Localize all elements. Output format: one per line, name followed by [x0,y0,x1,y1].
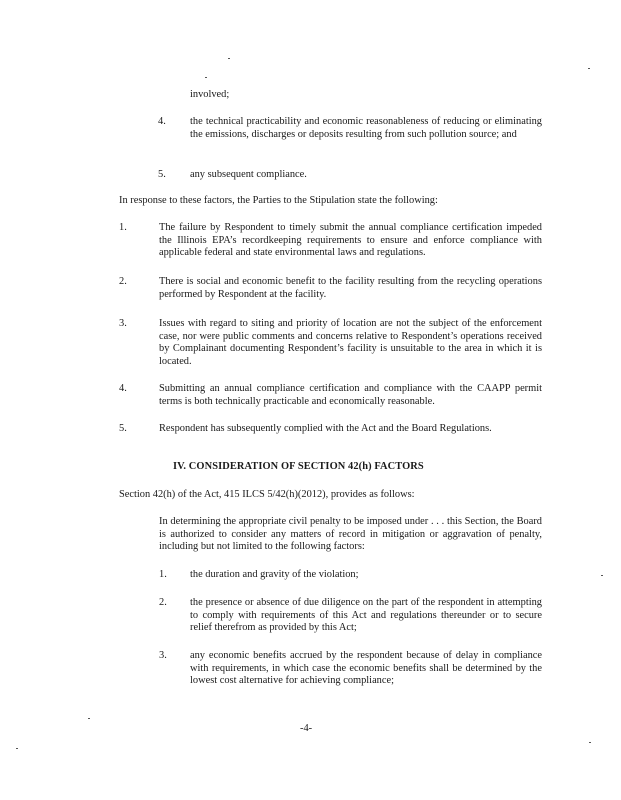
scan-speck [601,575,603,576]
stipulation-item-text: Issues with regard to siting and priority of location are not the subject of the enforcement case, nor were public comments and concerns relative to Respondent’s operations received by Complainant documenting Respondent’s facility is unsuitable to the area in which it is located. [159,318,542,367]
page-number: -4- [300,723,313,734]
section-intro: Section 42(h) of the Act, 415 ILCS 5/42(h)(2012), provides as follows: [119,489,415,500]
factor-text: any economic benefits accrued by the respondent because of delay in compliance with requirements, in which case the economic benefits shall be determined by the lowest cost alternative for achieving compliance; [190,650,542,686]
factor-number: 2. [159,597,167,608]
factor-number: 3. [159,650,167,661]
scan-speck [88,718,90,719]
statute-quote: In determining the appropriate civil penalty to be imposed under . . . this Section, the Board is authorized to consider any matters of record in mitigation or aggravation of penalty, including but not limited to the following factors: [159,516,542,552]
stipulation-item-text: The failure by Respondent to timely submit the annual compliance certification impeded the Illinois EPA’s recordkeeping requirements to ensure and enforce compliance with applicable federal and state environmental laws and regulations. [159,222,542,258]
item-number: 4. [158,116,166,127]
section-heading: IV. CONSIDERATION OF SECTION 42(h) FACTORS [173,461,424,472]
stipulation-item-number: 2. [119,276,127,287]
item-number: 5. [158,169,166,180]
scan-speck [589,742,591,743]
factor-text: the presence or absence of due diligence on the part of the respondent in attempting to comply with requirements of this Act and regulations thereunder or to secure relief therefrom as provided by this Act; [190,597,542,633]
scan-speck [228,58,230,59]
stipulation-item-number: 5. [119,423,127,434]
factor-text: the duration and gravity of the violation; [190,569,359,580]
scan-speck [16,748,18,749]
stipulation-item-number: 4. [119,383,127,394]
scan-speck [588,68,590,69]
item-text: any subsequent compliance. [190,169,307,180]
stipulation-item-text: There is social and economic benefit to the facility resulting from the recycling operations performed by Respondent at the facility. [159,276,542,300]
stipulation-item-text: Submitting an annual compliance certification and compliance with the CAAPP permit terms is both technically practicable and economically reasonable. [159,383,542,407]
scan-speck [205,77,207,78]
continuation-text: involved; [190,89,230,100]
stipulation-intro: In response to these factors, the Parties to the Stipulation state the following: [119,195,438,206]
factor-number: 1. [159,569,167,580]
item-text: the technical practicability and economic reasonableness of reducing or eliminating the emissions, discharges or deposits resulting from such pollution source; and [190,116,542,140]
stipulation-item-number: 3. [119,318,127,329]
stipulation-item-number: 1. [119,222,127,233]
stipulation-item-text: Respondent has subsequently complied with the Act and the Board Regulations. [159,423,492,434]
